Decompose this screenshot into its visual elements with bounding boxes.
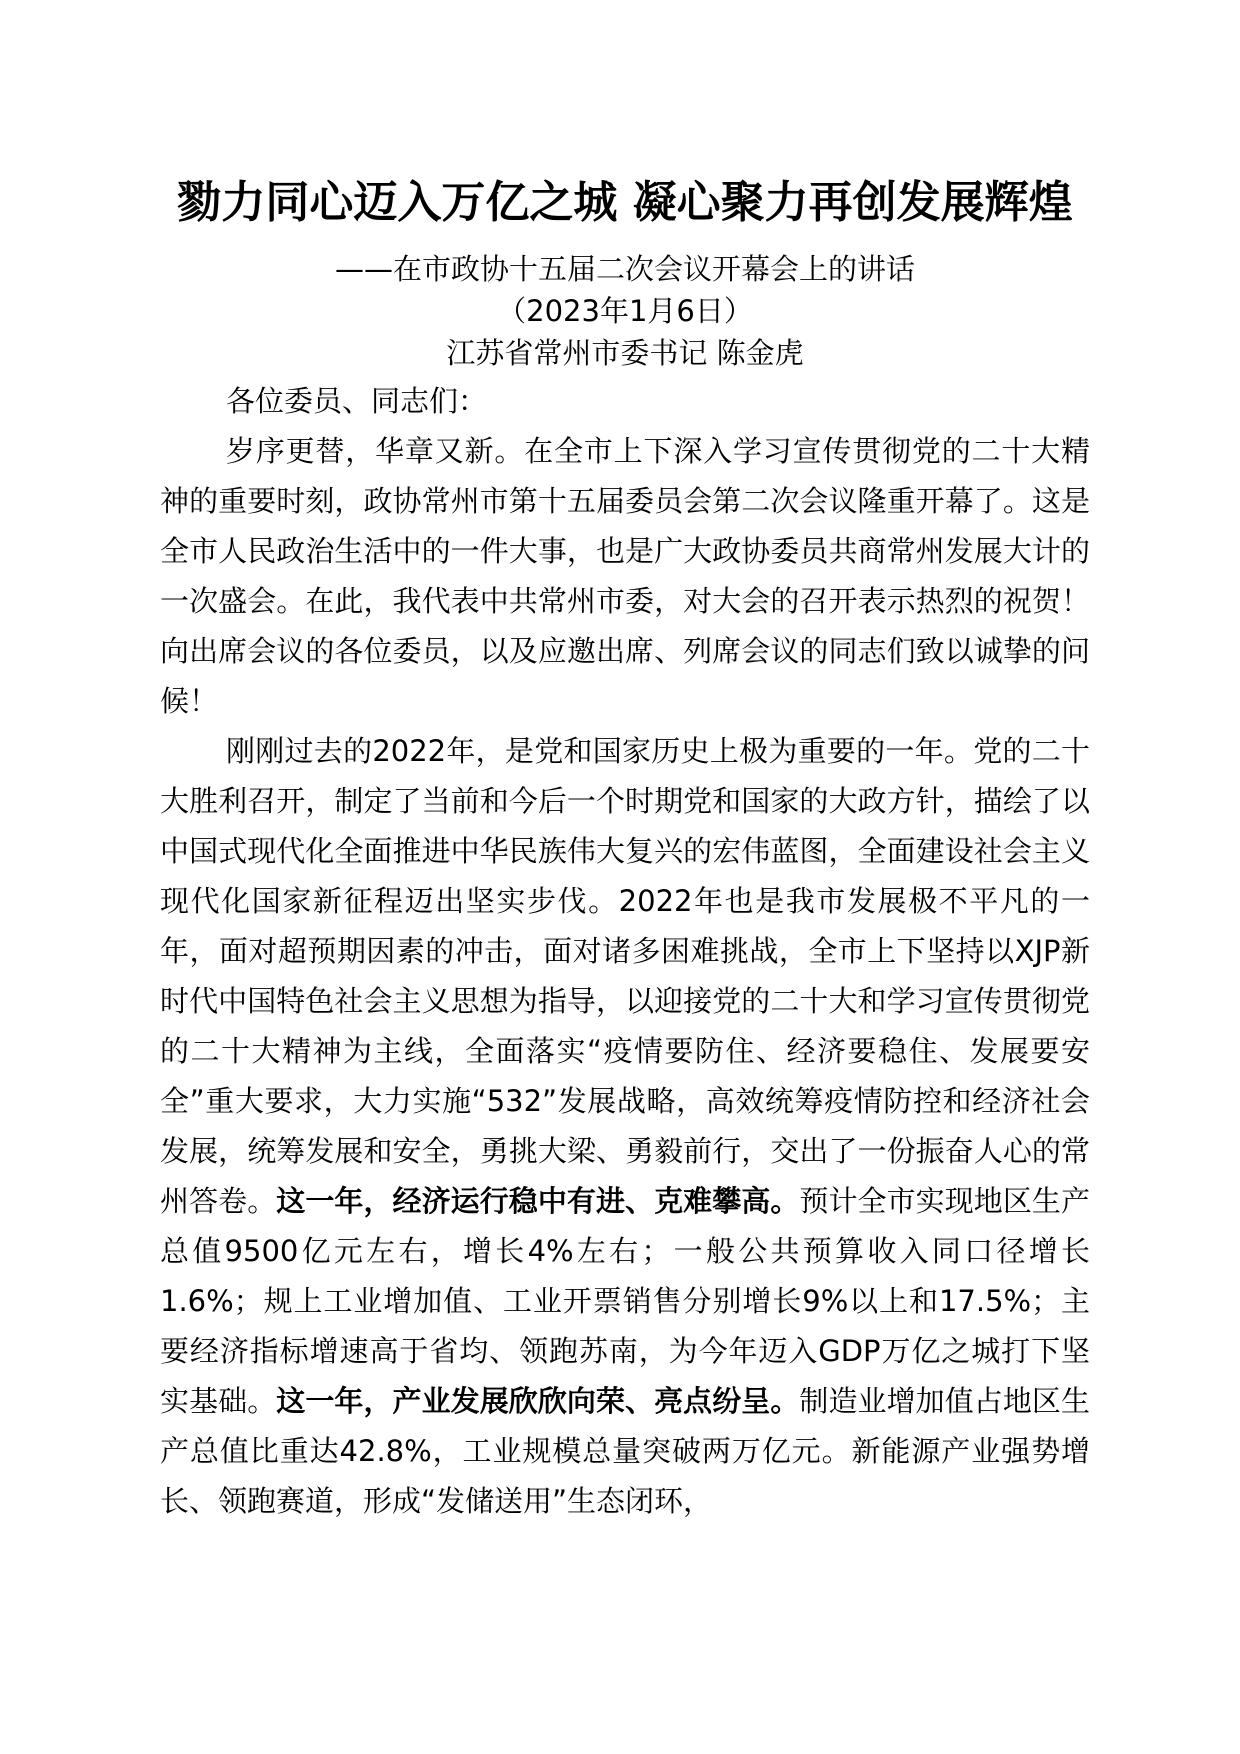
document-subtitle: ——在市政协十五届二次会议开幕会上的讲话 bbox=[334, 252, 915, 286]
speaker-line: 江苏省常州市委书记 陈金虎 bbox=[446, 336, 804, 370]
speech-date: （2023年1月6日） bbox=[497, 294, 753, 328]
document-page bbox=[160, 0, 1090, 1754]
paragraph-text: 制造业增加值占地区生产总值比重达42.8%，工业规模总量突破两万亿元。新能源产业强势增长、领跑赛道，形成“发储送用”生态闭环， bbox=[160, 1384, 1090, 1518]
salutation: 各位委员、同志们： bbox=[226, 384, 488, 418]
paragraph-text: 预计全市实现地区生产总值9500亿元左右，增长4%左右；一般公共预算收入同口径增长1.6%；规上工业增加值、工业开票销售分别增长9%以上和17.5%；主要经济指标增速高于省均、领跑苏南，为今年迈入GDP万亿之城打下坚实基础。 bbox=[160, 1184, 1090, 1418]
highlight-industry: 这一年，产业发展欣欣向荣、亮点纷呈。 bbox=[276, 1384, 800, 1418]
paragraph-review bbox=[160, 726, 1090, 1526]
paragraph-text: 刚刚过去的2022年，是党和国家历史上极为重要的一年。党的二十大胜利召开，制定了当前和今后一个时期党和国家的大政方针，描绘了以中国式现代化全面推进中华民族伟大复兴的宏伟蓝图，全面建设社会主义现代化国家新征程迈出坚实步伐。2022年也是我市发展极不平凡的一年，面对超预期因素的冲击，面对诸多困难挑战，全市上下坚持以XJP新时代中国特色社会主义思想为指导，以迎接党的二十大和学习宣传贯彻党的二十大精神为主线，全面落实“疫情要防住、经济要稳住、发展要安全”重大要求，大力实施“532”发展战略，高效统筹疫情防控和经济社会发展，统筹发展和安全，勇挑大梁、勇毅前行，交出了一份振奋人心的常州答卷。 bbox=[160, 734, 1090, 1218]
paragraph-opening: 岁序更替，华章又新。在全市上下深入学习宣传贯彻党的二十大精神的重要时刻，政协常州市第十五届委员会第二次会议隆重开幕了。这是全市人民政治生活中的一件大事，也是广大政协委员共商常州发展大计的一次盛会。在此，我代表中共常州市委，对大会的召开表示热烈的祝贺！向出席会议的各位委员，以及应邀出席、列席会议的同志们致以诚挚的问候！ bbox=[160, 434, 1090, 718]
highlight-economy: 这一年，经济运行稳中有进、克难攀高。 bbox=[276, 1184, 800, 1218]
document-title: 勠力同心迈入万亿之城 凝心聚力再创发展辉煌 bbox=[177, 177, 1073, 228]
speech-body bbox=[160, 376, 1090, 1526]
